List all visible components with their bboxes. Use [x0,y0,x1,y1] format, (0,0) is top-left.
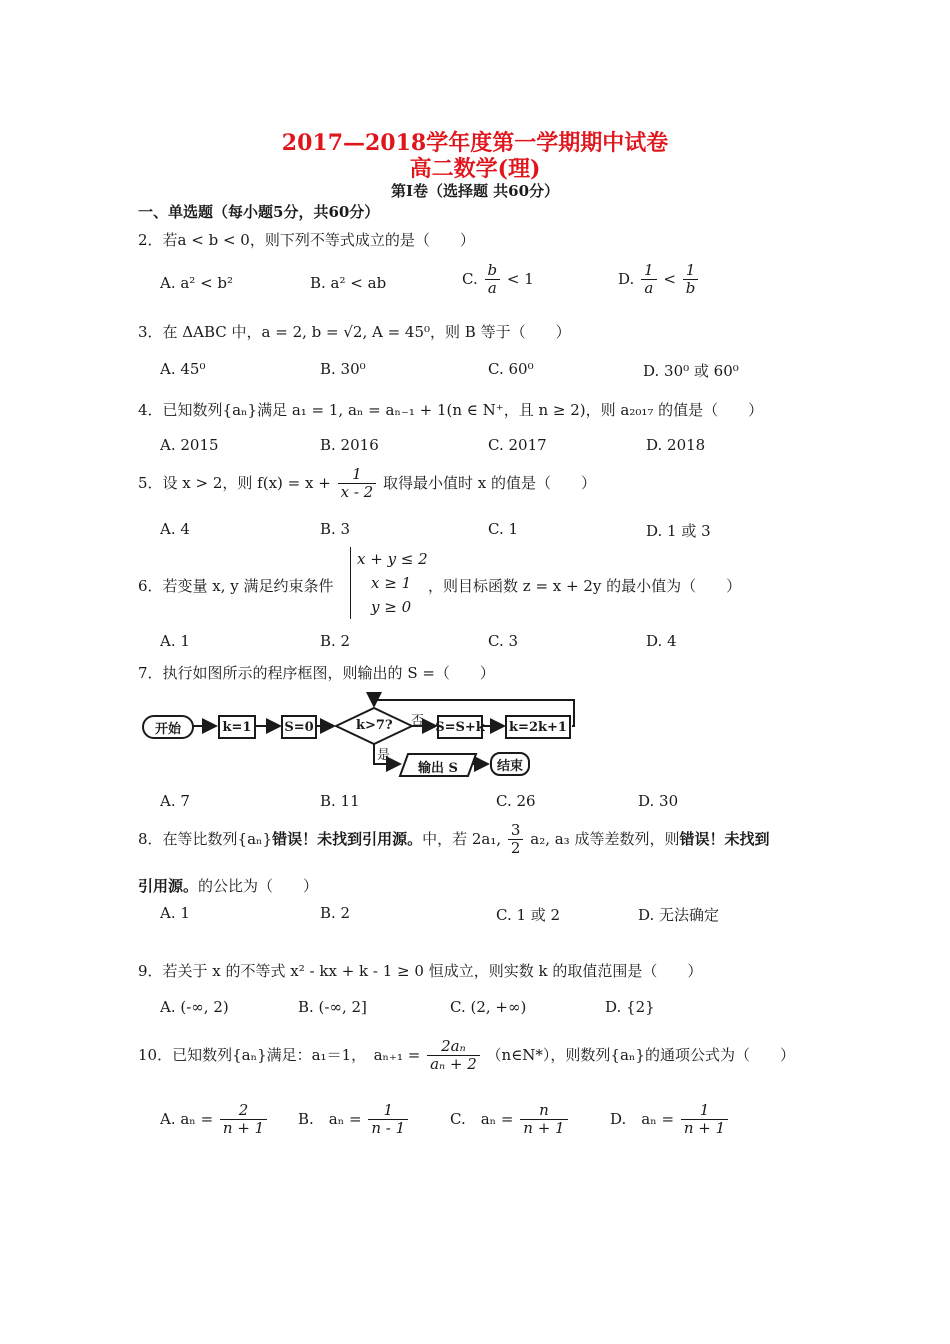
q10-option-c: C. aₙ = $\frac{n}{n + 1}$ [450,1102,570,1138]
q9-option-a: A. (-∞, 2) [160,998,229,1016]
q8-option-d: D. 无法确定 [638,906,720,924]
q5-option-d: D. 1 或 3 [646,522,711,540]
q5-option-a: A. 4 [160,520,190,538]
q3-option-a: A. 45⁰ [160,360,206,378]
section-heading: 一、单选题（每小题5分，共60分） [138,203,380,221]
question-9: 9．若关于 x 的不等式 x² - kx + k - 1 ≥ 0 恒成立，则实数 k 的取值范围是（ ） [138,962,703,980]
q10-option-a: A. aₙ = $\frac{2}{n + 1}$ [160,1102,269,1138]
q4-option-a: A. 2015 [160,436,219,454]
q6-constraints [350,547,428,619]
exam-title: 2017—2018学年度第一学期期中试卷 [281,130,669,156]
flow-yes-label: 是 [377,748,391,763]
q6-option-c: C. 3 [488,632,519,650]
q5-option-c: C. 1 [488,520,519,538]
question-5: 5．设 x > 2，则 f(x) = x + $\frac{1}{x - 2}$ 取得最小值时 x 的值是（ ） [138,465,596,502]
exam-subtitle: 高二数学(理) [409,156,541,182]
question-6-stem: 6．若变量 x, y 满足约束条件 [138,577,334,595]
question-4: 4．已知数列{aₙ}满足 a₁ = 1, aₙ = aₙ₋₁ + 1(n ∈ N⁺，且 n ≥ 2)，则 a₂₀₁₇ 的值是（ ） [138,401,764,419]
q9-option-b: B. (-∞, 2] [298,998,367,1016]
q4-option-c: C. 2017 [488,436,547,454]
q4-option-d: D. 2018 [646,436,706,454]
q9-option-c: C. (2, +∞) [450,998,527,1016]
flow-init-s: S=0 [281,715,317,739]
q6-option-d: D. 4 [646,632,677,650]
question-2: 2．若a < b < 0，则下列不等式成立的是（ ） [138,231,475,249]
question-7: 7．执行如图所示的程序框图，则输出的 S =（ ） [138,664,495,682]
q8-option-a: A. 1 [160,904,190,922]
q6-option-a: A. 1 [160,632,190,650]
question-10: 10．已知数列{aₙ}满足：a₁＝1， aₙ₊₁ = $\frac{\text{2aₙ}}{\text{aₙ + 2}}$ （n∈N*），则数列{aₙ}的通项公式为（ ） [138,1037,795,1074]
q8-option-c: C. 1 或 2 [496,906,561,924]
part-heading: 第Ⅰ卷（选择题 共60分） [390,182,560,200]
question-8-cont: 引用源。的公比为（ ） [138,877,319,895]
q3-option-c: C. 60⁰ [488,360,534,378]
q8-option-b: B. 2 [320,904,351,922]
flow-start: 开始 [142,715,194,739]
q10-option-d: D. aₙ = $\frac{1}{n + 1}$ [610,1102,730,1138]
q6-constraint-3: y ≥ 0 [371,598,412,616]
flow-no-label: 否 [411,714,425,729]
q7-option-a: A. 7 [160,792,190,810]
q2-option-c: C. $\frac{b}{a}$ < 1 [462,261,534,298]
flow-end: 结束 [490,752,530,776]
flow-condition: k>7? [356,718,393,733]
q4-option-b: B. 2016 [320,436,379,454]
flow-update-k: k=2k+1 [505,715,571,739]
q2-option-a: A. a² < b² [160,274,234,292]
flow-output: 输出 S [418,761,458,776]
question-6-tail: ，则目标函数 z = x + 2y 的最小值为（ ） [428,577,742,595]
q10-option-b: B. aₙ = $\frac{1}{n - 1}$ [298,1102,410,1138]
q3-option-b: B. 30⁰ [320,360,366,378]
q6-constraint-1: x + y ≤ 2 [357,550,428,568]
flow-init-k: k=1 [218,715,256,739]
q6-option-b: B. 2 [320,632,351,650]
flow-sum: S=S+k [437,715,483,739]
q7-option-b: B. 11 [320,792,360,810]
q6-constraint-2: x ≥ 1 [371,574,412,592]
q9-option-d: D. {2} [605,998,655,1016]
q3-option-d: D. 30⁰ 或 60⁰ [643,362,739,380]
q7-option-c: C. 26 [496,792,536,810]
question-3: 3．在 ΔABC 中，a = 2, b = √2, A = 45⁰，则 B 等于（ ） [138,323,571,341]
q2-option-d: D. $\frac{1}{a}$ < $\frac{1}{b}$ [618,262,700,298]
q7-option-d: D. 30 [638,792,679,810]
q2-option-b: B. a² < ab [310,274,387,292]
question-8: 8．在等比数列{aₙ}错误！未找到引用源。中，若 2a₁, $\frac{3}{2}$ a₂, a₃ 成等差数列，则错误！未找到 [138,821,770,858]
q5-option-b: B. 3 [320,520,351,538]
